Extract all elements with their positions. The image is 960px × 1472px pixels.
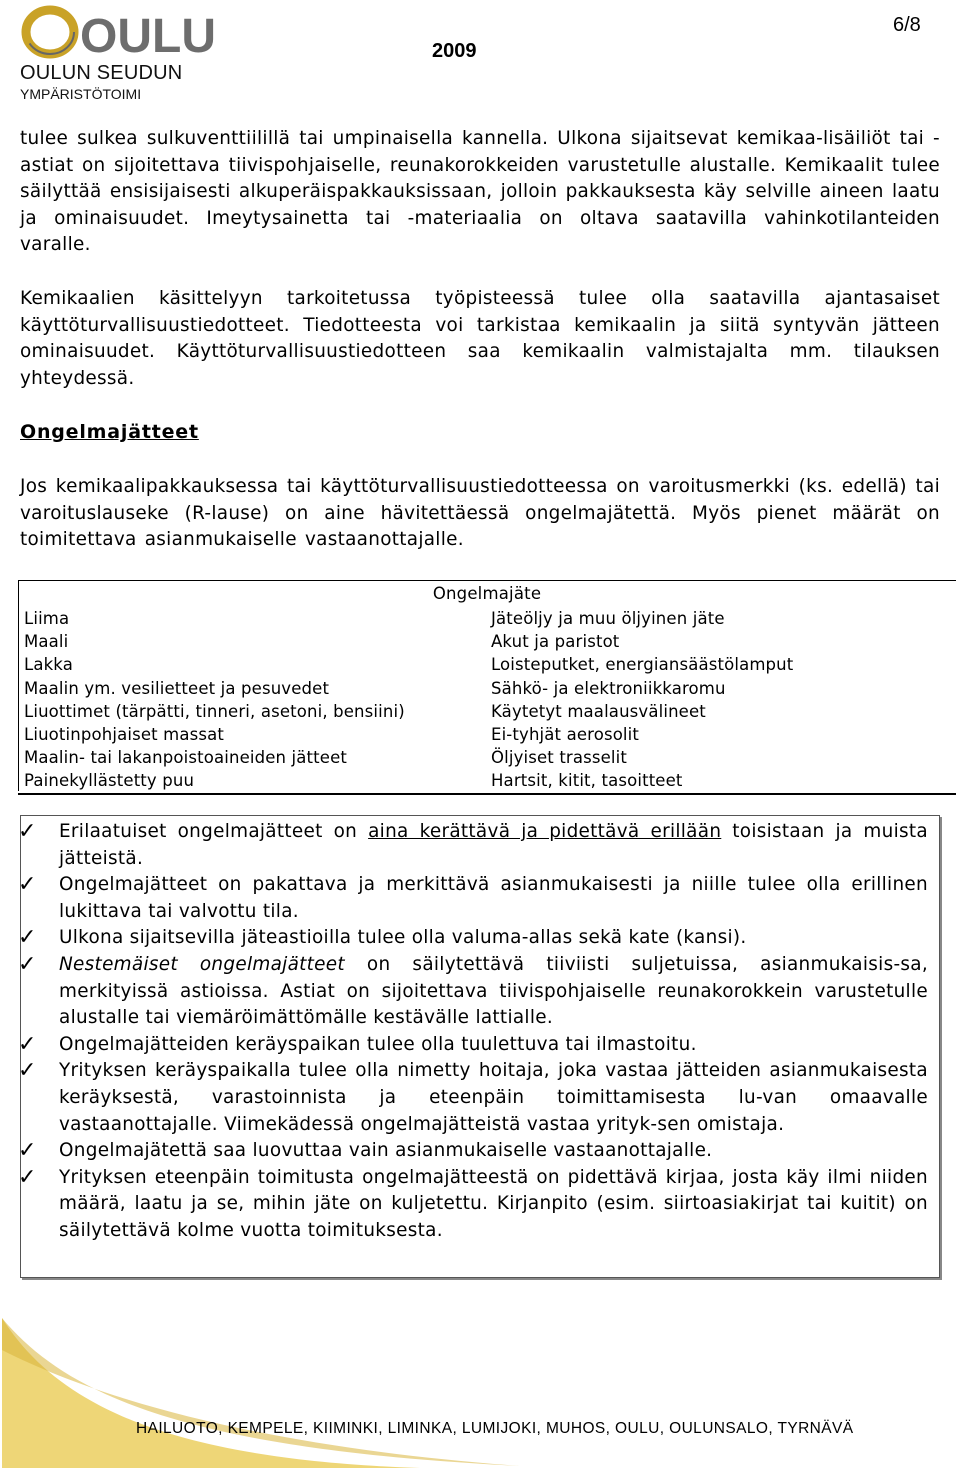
list-item-text: Ongelmajätettä saa luovuttaa vain asianmukaiselle vastaanottajalle. (59, 1140, 713, 1162)
table-cell: Maalin- tai lakanpoistoaineiden jätteet (24, 748, 348, 768)
list-item (20, 925, 928, 952)
table-cell: Maali (24, 632, 69, 652)
list-item-text: Erilaatuiset ongelmajätteet on (59, 821, 369, 842)
table-cell: Sähkö- ja elektroniikkaromu (491, 678, 726, 698)
page-number: 6/8 (893, 14, 921, 36)
paragraph-safety-data-sheets: Kemikaalien käsittelyyn tarkoitetussa työpisteessä tulee olla saatavilla ajantasaiset käyttöturvallisuustiedotteet. Tiedotteesta voi tarkistaa kemikaalin ja siitä syntyvän jätteen ominaisuudet. Käyttöturvallisuustiedotteen saa kemikaalin valmistajalta mm. tilauksen yhteydessä. (20, 288, 940, 389)
checkmark-icon: ✓ (18, 1138, 37, 1164)
document-year: 2009 (432, 40, 477, 62)
list-item-text: Yrityksen keräyspaikalla tulee olla nimetty hoitaja, joka vastaa jätteiden asianmukaisesta keräyksestä, varastoinnista ja eteenpäin toimittamisesta lu-van omaavalle vastaanottajalle. Viimekädessä ongelmajätteistä vastaa yrityk-sen omistaja. (59, 1060, 928, 1135)
paragraph-hazardous-waste: Jos kemikaalipakkauksessa tai käyttöturvallisuustiedotteessa on varoitusmerkki (ks. edellä) tai varoituslauseke (R-lause) on aine hävitettäessä ongelmajätettä. Myös pienet määrät on toimitettava asianmukaiselle vastaanottajalle. (20, 476, 940, 551)
table-cell: Loisteputket, energiansäästölamput (491, 655, 794, 675)
list-item (20, 1032, 928, 1059)
list-item-emphasis: Nestemäiset ongelmajätteet (59, 953, 345, 975)
checkmark-icon: ✓ (18, 1058, 37, 1084)
section-heading: Ongelmajätteet (20, 421, 199, 443)
table-cell: Lakka (24, 655, 73, 675)
list-item (20, 1058, 928, 1138)
org-name-line1: OULUN SEUDUN (20, 62, 183, 84)
list-item (20, 952, 928, 1032)
table-cell: Käytetyt maalausvälineet (491, 701, 706, 721)
logo-wordmark: OULU (80, 10, 216, 60)
checkmark-icon: ✓ (18, 925, 37, 951)
table-right-column (491, 607, 793, 793)
list-item (20, 1165, 928, 1245)
list-item-text: Ulkona sijaitsevilla jäteastioilla tulee olla valuma-allas sekä kate (kansi). (59, 927, 747, 949)
org-name-line2: YMPÄRISTÖTOIMI (20, 86, 142, 102)
list-item-text: Ongelmajätteet on pakattava ja merkittävä asianmukaisesti ja niille tulee olla erillinen lukittava tai valvottu tila. (59, 874, 928, 922)
footer-swoosh-decoration (0, 1290, 960, 1472)
table-cell: Akut ja paristot (491, 632, 620, 652)
list-item-text: Ongelmajätteiden keräyspaikan tulee olla tuulettuva tai ilmastoitu. (59, 1033, 697, 1055)
hazardous-waste-table (18, 580, 956, 795)
list-item (20, 872, 928, 925)
checkmark-icon: ✓ (18, 819, 37, 844)
checklist (20, 819, 928, 1245)
checkmark-icon: ✓ (18, 872, 37, 898)
list-item (20, 819, 928, 872)
table-cell: Jäteöljy ja muu öljyinen jäte (491, 609, 725, 628)
table-cell: Painekyllästetty puu (24, 771, 195, 791)
table-cell: Maalin ym. vesilietteet ja pesuvedet (24, 678, 330, 698)
list-item-text: on säilytettävä tiiviisti suljetuissa, asianmukaisis-sa, merkityissä astioissa. Astiat on sijoitettava tiivispohjaiselle reunakorokkein varustetulle alustalle tai viemäröimättömälle kestävälle lattialle. (59, 953, 928, 1029)
table-cell: Hartsit, kitit, tasoitteet (491, 771, 683, 791)
table-left-column (24, 607, 405, 793)
oulu-logo-mark (20, 4, 220, 60)
paragraph-chemical-storage: tulee sulkea sulkuventtiilillä tai umpinaisella kannella. Ulkona sijaitsevat kemikaa-lisäiliöt tai -astiat on sijoitettava tiivispohjaiselle, reunakorokkeiden varustetulle alustalle. Kemikaalit tulee säilyttää ensisijaisesti alkuperäispakkauksissaan, jolloin pakkauksesta käy selville aineen laatu ja ominaisuudet. Imeytysainetta tai -materiaalia on oltava saatavilla vahinkotilanteiden varalle. (20, 128, 940, 256)
footer-municipalities: HAILUOTO, KEMPELE, KIIMINKI, LIMINKA, LUMIJOKI, MUHOS, OULU, OULUNSALO, TYRNÄVÄ (136, 1420, 854, 1437)
checkmark-icon: ✓ (18, 951, 37, 977)
checkmark-icon: ✓ (18, 1031, 37, 1057)
table-caption: Ongelmajäte (432, 584, 542, 603)
table-cell: Öljyiset trasselit (491, 748, 628, 768)
oulu-logo (20, 4, 220, 60)
table-cell: Liuotinpohjaiset massat (24, 725, 225, 745)
list-item-emphasis: aina kerättävä ja pidettävä erillään (368, 821, 722, 842)
table-left-border (18, 581, 19, 791)
table-cell: Liuottimet (tärpätti, tinneri, asetoni, bensiini) (24, 701, 405, 721)
checkmark-icon: ✓ (18, 1164, 37, 1190)
list-item-text: toisistaan ja muista jätteistä. (59, 821, 928, 869)
list-item-text: Yrityksen eteenpäin toimitusta ongelmajätteestä on pidettävä kirjaa, josta käy ilmi niiden määrä, laatu ja se, mihin jäte on kuljetettu. Kirjanpito (esim. siirtoasiakirjat tai kuitit) on säilytettävä kolme vuotta toimituksesta. (59, 1166, 928, 1241)
list-item (20, 1138, 928, 1165)
table-cell: Liima (24, 609, 70, 628)
table-cell: Ei-tyhjät aerosolit (491, 725, 640, 745)
